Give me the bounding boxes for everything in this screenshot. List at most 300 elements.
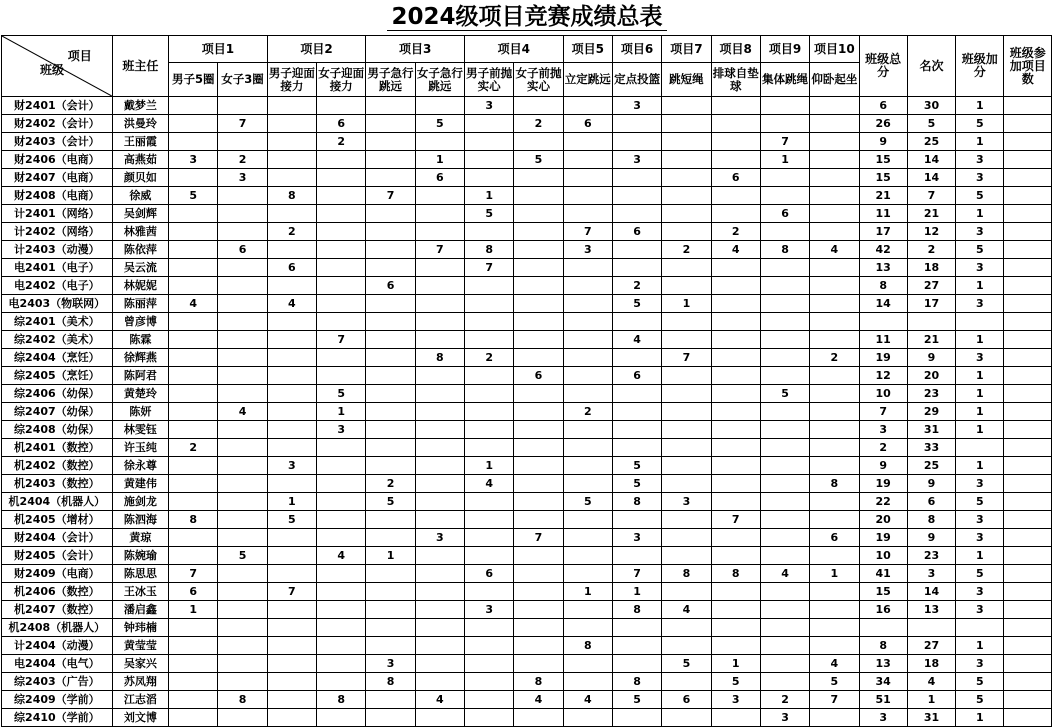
score-cell bbox=[612, 637, 661, 655]
total-cell: 10 bbox=[859, 385, 907, 403]
participation-cell bbox=[1004, 259, 1052, 277]
header-rank: 名次 bbox=[907, 36, 955, 97]
class-name-cell: 电2401（电子） bbox=[2, 259, 113, 277]
class-name-cell: 综2410（学前） bbox=[2, 709, 113, 727]
score-cell bbox=[514, 637, 563, 655]
teacher-cell: 黄莹莹 bbox=[112, 637, 168, 655]
teacher-cell: 徐永尊 bbox=[112, 457, 168, 475]
score-cell bbox=[267, 277, 316, 295]
score-cell: 5 bbox=[563, 493, 612, 511]
score-cell bbox=[760, 493, 809, 511]
score-cell bbox=[711, 529, 760, 547]
score-cell bbox=[267, 709, 316, 727]
header-project-4: 项目4 bbox=[465, 36, 564, 63]
score-cell: 6 bbox=[415, 169, 464, 187]
total-cell: 11 bbox=[859, 205, 907, 223]
score-cell bbox=[662, 205, 711, 223]
table-row bbox=[2, 349, 1052, 367]
corner-label-project: 项目 bbox=[67, 49, 92, 63]
score-cell bbox=[563, 673, 612, 691]
score-cell bbox=[415, 673, 464, 691]
score-cell: 3 bbox=[366, 655, 415, 673]
header-project-8: 项目8 bbox=[711, 36, 760, 63]
score-cell: 6 bbox=[169, 583, 218, 601]
header-event: 男子急行跳远 bbox=[366, 63, 415, 97]
rank-cell: 3 bbox=[907, 565, 955, 583]
score-cell bbox=[760, 403, 809, 421]
score-cell bbox=[612, 655, 661, 673]
score-cell bbox=[563, 97, 612, 115]
score-cell: 1 bbox=[465, 457, 514, 475]
score-cell bbox=[267, 439, 316, 457]
class-name-cell: 综2405（烹饪） bbox=[2, 367, 113, 385]
score-cell bbox=[169, 709, 218, 727]
score-cell bbox=[317, 475, 366, 493]
score-cell bbox=[810, 547, 859, 565]
header-project-5: 项目5 bbox=[563, 36, 612, 63]
table-row bbox=[2, 547, 1052, 565]
total-cell: 3 bbox=[859, 709, 907, 727]
score-cell bbox=[415, 277, 464, 295]
score-cell bbox=[514, 403, 563, 421]
score-cell bbox=[514, 295, 563, 313]
score-cell: 2 bbox=[218, 151, 267, 169]
score-cell bbox=[169, 313, 218, 331]
score-cell bbox=[514, 331, 563, 349]
score-cell bbox=[465, 367, 514, 385]
table-row bbox=[2, 637, 1052, 655]
score-cell bbox=[366, 169, 415, 187]
score-cell: 8 bbox=[415, 349, 464, 367]
corner-label-class: 班级 bbox=[40, 63, 65, 77]
corner-header-cell bbox=[2, 36, 113, 97]
class-name-cell: 财2407（电商） bbox=[2, 169, 113, 187]
score-cell bbox=[366, 223, 415, 241]
score-cell bbox=[662, 511, 711, 529]
score-cell: 8 bbox=[810, 475, 859, 493]
score-cell bbox=[267, 691, 316, 709]
score-cell bbox=[514, 277, 563, 295]
score-cell bbox=[563, 277, 612, 295]
teacher-cell: 许玉纯 bbox=[112, 439, 168, 457]
score-cell bbox=[465, 403, 514, 421]
score-cell bbox=[267, 655, 316, 673]
bonus-cell: 1 bbox=[956, 457, 1004, 475]
score-cell bbox=[711, 619, 760, 637]
score-cell: 4 bbox=[317, 547, 366, 565]
rank-cell: 30 bbox=[907, 97, 955, 115]
participation-cell bbox=[1004, 583, 1052, 601]
rank-cell: 14 bbox=[907, 583, 955, 601]
score-cell bbox=[169, 421, 218, 439]
bonus-cell: 5 bbox=[956, 673, 1004, 691]
score-cell bbox=[514, 457, 563, 475]
teacher-cell: 戴梦兰 bbox=[112, 97, 168, 115]
participation-cell bbox=[1004, 655, 1052, 673]
score-cell bbox=[465, 313, 514, 331]
score-cell bbox=[465, 277, 514, 295]
score-cell bbox=[612, 421, 661, 439]
table-row bbox=[2, 367, 1052, 385]
class-name-cell: 计2402（网络） bbox=[2, 223, 113, 241]
score-cell bbox=[711, 421, 760, 439]
score-cell: 8 bbox=[267, 187, 316, 205]
score-cell bbox=[366, 241, 415, 259]
score-cell: 4 bbox=[218, 403, 267, 421]
rank-cell: 7 bbox=[907, 187, 955, 205]
score-cell bbox=[317, 169, 366, 187]
score-cell: 7 bbox=[366, 187, 415, 205]
score-cell bbox=[662, 187, 711, 205]
participation-cell bbox=[1004, 169, 1052, 187]
score-cell bbox=[810, 367, 859, 385]
bonus-cell bbox=[956, 313, 1004, 331]
score-cell bbox=[514, 133, 563, 151]
class-name-cell: 机2408（机器人） bbox=[2, 619, 113, 637]
score-cell bbox=[169, 493, 218, 511]
score-cell bbox=[415, 583, 464, 601]
score-cell bbox=[662, 277, 711, 295]
score-cell bbox=[465, 529, 514, 547]
rank-cell: 31 bbox=[907, 709, 955, 727]
table-row bbox=[2, 691, 1052, 709]
score-cell: 7 bbox=[760, 133, 809, 151]
score-cell bbox=[514, 475, 563, 493]
score-cell bbox=[267, 205, 316, 223]
table-row bbox=[2, 511, 1052, 529]
bonus-cell: 1 bbox=[956, 133, 1004, 151]
score-cell: 6 bbox=[760, 205, 809, 223]
score-cell: 3 bbox=[169, 151, 218, 169]
rank-cell: 17 bbox=[907, 295, 955, 313]
score-cell: 3 bbox=[760, 709, 809, 727]
score-cell: 4 bbox=[810, 655, 859, 673]
score-cell bbox=[563, 385, 612, 403]
score-cell bbox=[662, 529, 711, 547]
bonus-cell: 1 bbox=[956, 331, 1004, 349]
score-cell bbox=[366, 511, 415, 529]
score-cell bbox=[415, 565, 464, 583]
score-cell bbox=[317, 529, 366, 547]
score-cell bbox=[760, 349, 809, 367]
score-cell bbox=[218, 601, 267, 619]
score-cell: 8 bbox=[465, 241, 514, 259]
header-event: 女子前抛实心 bbox=[514, 63, 563, 97]
score-cell: 7 bbox=[711, 511, 760, 529]
score-cell bbox=[218, 583, 267, 601]
rank-cell: 23 bbox=[907, 547, 955, 565]
score-cell bbox=[169, 259, 218, 277]
score-cell bbox=[810, 115, 859, 133]
score-cell bbox=[267, 475, 316, 493]
total-cell: 8 bbox=[859, 637, 907, 655]
total-cell: 21 bbox=[859, 187, 907, 205]
score-cell bbox=[465, 637, 514, 655]
participation-cell bbox=[1004, 511, 1052, 529]
teacher-cell: 林妮妮 bbox=[112, 277, 168, 295]
participation-cell bbox=[1004, 331, 1052, 349]
score-cell bbox=[267, 385, 316, 403]
score-cell bbox=[760, 115, 809, 133]
score-cell: 3 bbox=[465, 97, 514, 115]
score-cell bbox=[760, 475, 809, 493]
score-cell bbox=[317, 349, 366, 367]
score-cell: 3 bbox=[563, 241, 612, 259]
score-cell bbox=[415, 457, 464, 475]
rank-cell: 2 bbox=[907, 241, 955, 259]
score-cell bbox=[317, 637, 366, 655]
score-cell bbox=[218, 709, 267, 727]
score-cell bbox=[415, 187, 464, 205]
score-cell bbox=[317, 259, 366, 277]
teacher-cell: 吴剑辉 bbox=[112, 205, 168, 223]
score-cell bbox=[514, 709, 563, 727]
score-cell bbox=[563, 331, 612, 349]
score-cell bbox=[267, 97, 316, 115]
score-cell bbox=[514, 601, 563, 619]
score-cell bbox=[760, 295, 809, 313]
bonus-cell: 1 bbox=[956, 637, 1004, 655]
score-cell bbox=[415, 223, 464, 241]
score-cell: 4 bbox=[612, 331, 661, 349]
rank-cell: 6 bbox=[907, 493, 955, 511]
total-cell: 10 bbox=[859, 547, 907, 565]
score-cell bbox=[169, 655, 218, 673]
table-row bbox=[2, 709, 1052, 727]
score-cell bbox=[317, 205, 366, 223]
header-event: 女子急行跳远 bbox=[415, 63, 464, 97]
score-table bbox=[1, 35, 1052, 727]
score-cell bbox=[317, 223, 366, 241]
score-cell bbox=[563, 313, 612, 331]
score-cell bbox=[612, 259, 661, 277]
score-cell bbox=[711, 637, 760, 655]
score-cell bbox=[169, 97, 218, 115]
bonus-cell: 3 bbox=[956, 223, 1004, 241]
teacher-cell: 黄琼 bbox=[112, 529, 168, 547]
score-cell: 8 bbox=[218, 691, 267, 709]
score-cell bbox=[563, 655, 612, 673]
score-cell: 4 bbox=[563, 691, 612, 709]
score-cell bbox=[612, 403, 661, 421]
participation-cell bbox=[1004, 277, 1052, 295]
bonus-cell: 1 bbox=[956, 385, 1004, 403]
score-cell bbox=[810, 511, 859, 529]
score-cell bbox=[465, 619, 514, 637]
table-row bbox=[2, 493, 1052, 511]
score-cell bbox=[267, 673, 316, 691]
score-cell bbox=[662, 115, 711, 133]
score-cell bbox=[810, 619, 859, 637]
score-cell bbox=[662, 709, 711, 727]
total-cell: 9 bbox=[859, 133, 907, 151]
score-cell: 1 bbox=[563, 583, 612, 601]
score-cell bbox=[760, 367, 809, 385]
rank-cell: 1 bbox=[907, 691, 955, 709]
score-cell bbox=[711, 439, 760, 457]
participation-cell bbox=[1004, 457, 1052, 475]
score-cell bbox=[563, 565, 612, 583]
score-cell: 4 bbox=[514, 691, 563, 709]
rank-cell: 31 bbox=[907, 421, 955, 439]
header-project-3: 项目3 bbox=[366, 36, 465, 63]
score-cell bbox=[760, 601, 809, 619]
header-project-6: 项目6 bbox=[612, 36, 661, 63]
score-cell bbox=[514, 583, 563, 601]
score-cell bbox=[760, 637, 809, 655]
participation-cell bbox=[1004, 133, 1052, 151]
score-cell bbox=[415, 619, 464, 637]
page-title: 2024级项目竞赛成绩总表 bbox=[0, 2, 1054, 32]
score-cell: 2 bbox=[662, 241, 711, 259]
score-cell bbox=[415, 655, 464, 673]
score-cell bbox=[218, 331, 267, 349]
score-cell bbox=[711, 295, 760, 313]
teacher-cell: 陈阿君 bbox=[112, 367, 168, 385]
table-row bbox=[2, 133, 1052, 151]
bonus-cell: 1 bbox=[956, 709, 1004, 727]
score-cell bbox=[662, 457, 711, 475]
rank-cell: 12 bbox=[907, 223, 955, 241]
class-name-cell: 计2404（动漫） bbox=[2, 637, 113, 655]
participation-cell bbox=[1004, 565, 1052, 583]
score-cell bbox=[218, 475, 267, 493]
header-event: 排球自垫球 bbox=[711, 63, 760, 97]
score-cell: 6 bbox=[662, 691, 711, 709]
score-cell bbox=[514, 385, 563, 403]
score-cell bbox=[465, 421, 514, 439]
score-cell bbox=[317, 583, 366, 601]
teacher-cell: 陈妍 bbox=[112, 403, 168, 421]
score-cell bbox=[169, 385, 218, 403]
participation-cell bbox=[1004, 349, 1052, 367]
bonus-cell: 5 bbox=[956, 691, 1004, 709]
score-cell bbox=[711, 493, 760, 511]
rank-cell: 29 bbox=[907, 403, 955, 421]
rank-cell: 9 bbox=[907, 349, 955, 367]
class-name-cell: 财2409（电商） bbox=[2, 565, 113, 583]
score-cell bbox=[267, 421, 316, 439]
header-event: 男子迎面接力 bbox=[267, 63, 316, 97]
score-cell bbox=[563, 295, 612, 313]
score-cell: 4 bbox=[169, 295, 218, 313]
score-cell bbox=[317, 457, 366, 475]
score-cell: 3 bbox=[218, 169, 267, 187]
score-cell bbox=[662, 475, 711, 493]
teacher-cell: 高燕茹 bbox=[112, 151, 168, 169]
score-cell bbox=[415, 511, 464, 529]
bonus-cell: 3 bbox=[956, 349, 1004, 367]
table-row bbox=[2, 601, 1052, 619]
teacher-cell: 陈霖 bbox=[112, 331, 168, 349]
bonus-cell: 3 bbox=[956, 169, 1004, 187]
score-cell: 6 bbox=[465, 565, 514, 583]
score-cell: 3 bbox=[612, 151, 661, 169]
score-cell bbox=[563, 205, 612, 223]
score-cell bbox=[267, 619, 316, 637]
bonus-cell: 3 bbox=[956, 475, 1004, 493]
score-cell bbox=[760, 277, 809, 295]
total-cell: 19 bbox=[859, 475, 907, 493]
score-cell bbox=[465, 511, 514, 529]
class-name-cell: 机2404（机器人） bbox=[2, 493, 113, 511]
score-cell bbox=[760, 439, 809, 457]
class-name-cell: 综2402（美术） bbox=[2, 331, 113, 349]
total-cell: 14 bbox=[859, 295, 907, 313]
score-cell: 2 bbox=[366, 475, 415, 493]
teacher-cell: 陈泗海 bbox=[112, 511, 168, 529]
score-cell bbox=[218, 655, 267, 673]
score-cell bbox=[415, 547, 464, 565]
score-cell bbox=[169, 673, 218, 691]
total-cell bbox=[859, 619, 907, 637]
total-cell: 9 bbox=[859, 457, 907, 475]
score-cell bbox=[662, 151, 711, 169]
score-cell: 1 bbox=[810, 565, 859, 583]
header-event: 男子前抛实心 bbox=[465, 63, 514, 97]
score-cell bbox=[662, 619, 711, 637]
score-cell: 7 bbox=[612, 565, 661, 583]
participation-cell bbox=[1004, 475, 1052, 493]
score-cell: 3 bbox=[317, 421, 366, 439]
class-name-cell: 机2407（数控） bbox=[2, 601, 113, 619]
total-cell: 51 bbox=[859, 691, 907, 709]
score-cell: 7 bbox=[514, 529, 563, 547]
score-cell bbox=[218, 187, 267, 205]
table-row bbox=[2, 223, 1052, 241]
score-cell bbox=[267, 601, 316, 619]
class-name-cell: 综2406（幼保） bbox=[2, 385, 113, 403]
score-cell: 8 bbox=[514, 673, 563, 691]
score-cell: 7 bbox=[662, 349, 711, 367]
score-cell: 1 bbox=[169, 601, 218, 619]
score-cell bbox=[366, 565, 415, 583]
score-cell: 2 bbox=[317, 133, 366, 151]
score-cell: 5 bbox=[169, 187, 218, 205]
class-name-cell: 财2401（会计） bbox=[2, 97, 113, 115]
rank-cell: 25 bbox=[907, 457, 955, 475]
table-row bbox=[2, 295, 1052, 313]
score-cell bbox=[612, 439, 661, 457]
score-cell bbox=[169, 133, 218, 151]
score-cell: 3 bbox=[415, 529, 464, 547]
score-cell bbox=[612, 313, 661, 331]
header-event: 立定跳远 bbox=[563, 63, 612, 97]
score-cell bbox=[514, 421, 563, 439]
score-cell: 4 bbox=[267, 295, 316, 313]
teacher-cell: 吴云流 bbox=[112, 259, 168, 277]
score-cell: 8 bbox=[366, 673, 415, 691]
score-cell bbox=[563, 601, 612, 619]
header-event: 集体跳绳 bbox=[760, 63, 809, 97]
score-cell bbox=[267, 367, 316, 385]
score-cell bbox=[169, 115, 218, 133]
score-cell bbox=[169, 205, 218, 223]
table-row bbox=[2, 475, 1052, 493]
teacher-cell: 潘启鑫 bbox=[112, 601, 168, 619]
header-project-1: 项目1 bbox=[169, 36, 268, 63]
score-cell bbox=[169, 331, 218, 349]
score-cell bbox=[711, 547, 760, 565]
score-cell bbox=[415, 493, 464, 511]
class-name-cell: 电2404（电气） bbox=[2, 655, 113, 673]
header-event: 男子5圈 bbox=[169, 63, 218, 97]
score-cell bbox=[563, 511, 612, 529]
score-cell bbox=[218, 529, 267, 547]
score-cell: 4 bbox=[465, 475, 514, 493]
bonus-cell: 3 bbox=[956, 583, 1004, 601]
score-cell bbox=[662, 97, 711, 115]
